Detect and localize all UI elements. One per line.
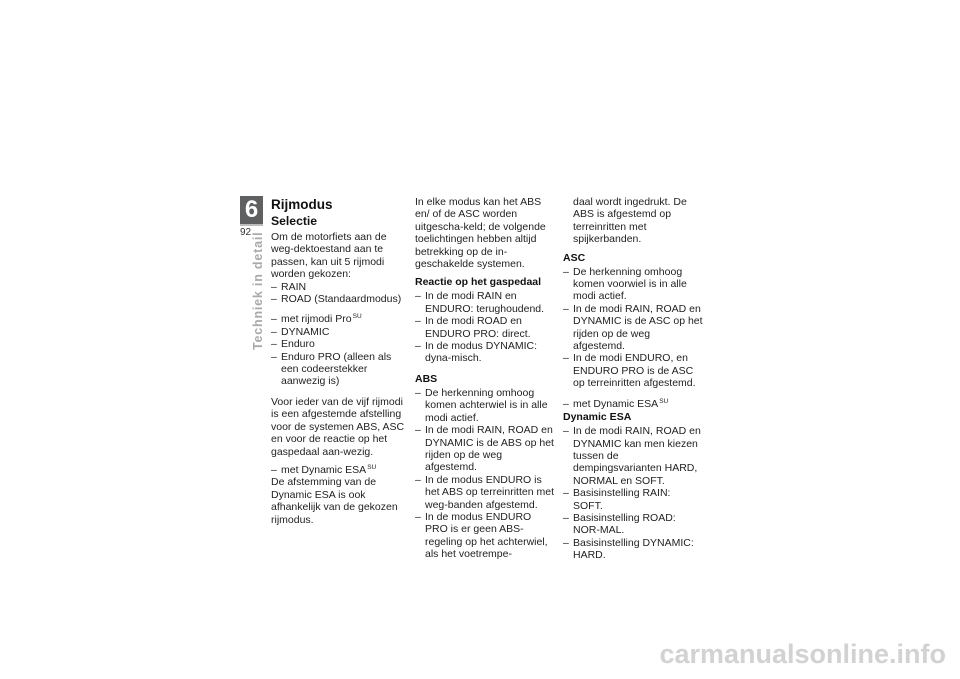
esa-option-list bbox=[563, 398, 703, 410]
esa-list bbox=[563, 425, 703, 561]
throttle-list bbox=[415, 290, 555, 364]
list-item: – Enduro PRO (alleen als een codeerstekker aanwezig is) bbox=[271, 351, 409, 388]
chapter-number-tab: 6 bbox=[240, 196, 263, 224]
page-number: 92 bbox=[240, 227, 252, 238]
option-esa-sup: SU bbox=[367, 463, 377, 471]
intro-paragraph: Om de motorfiets aan de weg-dektoestand aan te passen, kan uit 5 rijmodi worden gekozen: bbox=[271, 231, 387, 281]
asc-heading: ASC bbox=[563, 251, 586, 264]
option-esa-sup: SU bbox=[659, 397, 669, 405]
list-item: – In de modi RAIN, ROAD en DYNAMIC is de ASC op het rijden op de weg afgestemd. bbox=[563, 303, 703, 353]
section-title: Rijmodus bbox=[271, 197, 333, 212]
list-item: – In de modus ENDURO is het ABS op terreinritten met weg-banden afgestemd. bbox=[415, 474, 555, 511]
column-1 bbox=[271, 196, 409, 532]
list-item: – In de modi ROAD en ENDURO PRO: direct. bbox=[415, 315, 555, 340]
option-esa-label bbox=[271, 464, 409, 476]
list-item: – In de modi RAIN, ROAD en DYNAMIC is de ABS op het rijden op de weg afgestemd. bbox=[415, 424, 555, 474]
option-esa-text: met Dynamic ESA bbox=[573, 397, 659, 410]
option-esa-label bbox=[563, 398, 703, 410]
watermark: carmanualsonline.info bbox=[659, 639, 946, 669]
abs-heading: ABS bbox=[415, 372, 438, 385]
column-3 bbox=[563, 196, 703, 562]
option-pro-text: met rijmodi Pro bbox=[281, 313, 352, 326]
list-item: – Basisinstelling DYNAMIC: HARD. bbox=[563, 537, 703, 562]
list-item: – Basisinstelling RAIN: SOFT. bbox=[563, 487, 703, 512]
list-item: – RAIN bbox=[271, 281, 409, 293]
asc-list bbox=[563, 266, 703, 390]
column-2 bbox=[415, 196, 555, 561]
option-esa-text: met Dynamic ESA bbox=[281, 463, 367, 476]
dynamic-esa-heading: Dynamic ESA bbox=[563, 411, 632, 424]
chapter-side-title: Techniek in detail bbox=[251, 231, 265, 350]
option-pro-sup: SU bbox=[352, 313, 362, 321]
list-item: – ROAD (Standaardmodus) bbox=[271, 293, 409, 305]
settings-paragraph: Voor ieder van de vijf rijmodi is een afgestemde afstelling voor de systemen ABS, ASC en voor de reactie op het gaspedaal aan-wezig. bbox=[271, 395, 405, 458]
list-item: – In de modus ENDURO PRO is er geen ABS-regeling op het achterwiel, als het voetrempe- bbox=[415, 511, 555, 561]
list-item: – In de modi ENDURO, en ENDURO PRO is de ASC op terreinritten afgestemd. bbox=[563, 352, 703, 389]
list-item: – In de modi RAIN en ENDURO: terughoudend. bbox=[415, 290, 555, 315]
list-item: – In de modi RAIN, ROAD en DYNAMIC kan men kiezen tussen de dempingsvarianten HARD, NORMAL en SOFT. bbox=[563, 425, 703, 487]
pro-option-list bbox=[271, 313, 409, 387]
throttle-heading: Reactie op het gaspedaal bbox=[415, 276, 542, 289]
list-item: – De herkenning omhoog komen achterwiel is in alle modi actief. bbox=[415, 387, 555, 424]
esa-paragraph: De afstemming van de Dynamic ESA is ook afhankelijk van de gekozen rijmodus. bbox=[271, 476, 398, 526]
section-subtitle: Selectie bbox=[271, 214, 318, 228]
esa-option-list bbox=[271, 464, 409, 476]
option-pro-label bbox=[271, 313, 409, 325]
list-item: – Enduro bbox=[271, 338, 409, 350]
list-item: – De herkenning omhoog komen voorwiel is in alle modi actief. bbox=[563, 266, 703, 303]
abs-continuation: daal wordt ingedrukt. De ABS is afgestemd op terreinritten met spijkerbanden. bbox=[573, 196, 687, 246]
intro-paragraph: In elke modus kan het ABS en/ of de ASC worden uitgescha-keld; de volgende toelichtingen hebben altijd betrekking op de in-geschakelde systemen. bbox=[415, 196, 546, 271]
list-item: – In de modus DYNAMIC: dyna-misch. bbox=[415, 340, 555, 365]
list-item: – Basisinstelling ROAD: NOR-MAL. bbox=[563, 512, 703, 537]
abs-list bbox=[415, 387, 555, 561]
list-item: – DYNAMIC bbox=[271, 326, 409, 338]
standard-modes-list bbox=[271, 281, 409, 306]
